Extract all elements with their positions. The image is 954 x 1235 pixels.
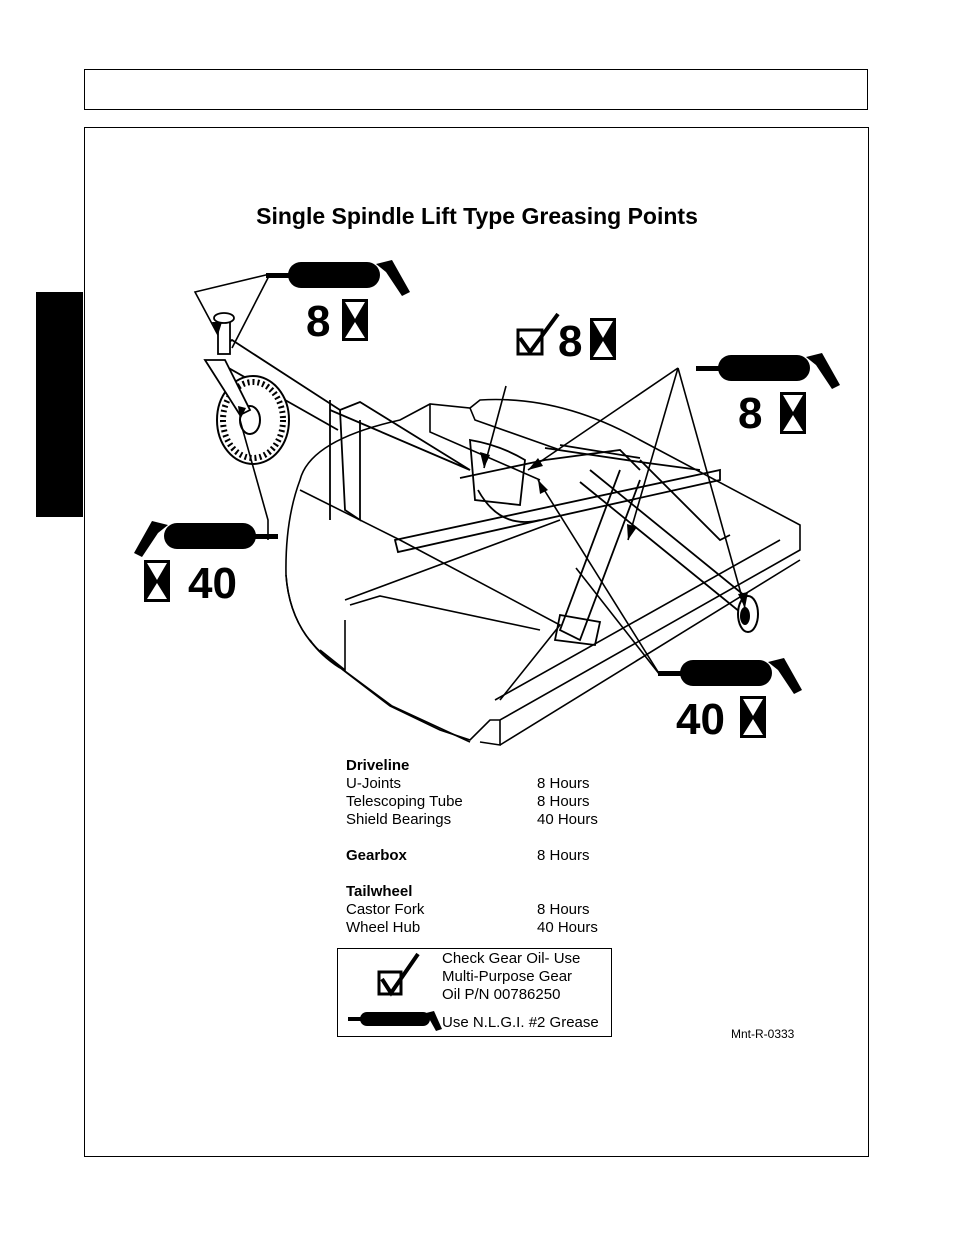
legend-box	[337, 948, 612, 1037]
legend-grease-text: Use N.L.G.I. #2 Grease	[442, 1014, 599, 1031]
lift-frame	[218, 340, 750, 645]
schedule-row	[346, 901, 646, 919]
item-label: Castor Fork	[346, 901, 425, 918]
gearbox-check-icon	[518, 314, 558, 354]
schedule-row	[346, 775, 646, 793]
section-tab	[36, 292, 83, 517]
legend-check-icon	[379, 954, 418, 994]
legend-icons	[338, 949, 448, 1038]
schedule-row	[346, 811, 646, 829]
driveline-hourglass-icon	[780, 392, 806, 434]
item-value: 8 Hours	[537, 901, 590, 918]
item-value: 40 Hours	[537, 919, 598, 936]
item-value: 40 Hours	[537, 811, 598, 828]
schedule-row	[346, 793, 646, 811]
item-value: 8 Hours	[537, 793, 590, 810]
group-label: Driveline	[346, 757, 410, 774]
shield-hourglass-icon	[144, 560, 170, 602]
shield-grease-gun-icon	[134, 521, 278, 557]
legend-check-line-1: Check Gear Oil- Use	[442, 950, 581, 967]
schedule-group-driveline	[346, 757, 646, 775]
driveline-hours-label: 8	[738, 389, 763, 438]
hub-hours-label: 40	[676, 695, 725, 744]
greasing-schedule	[346, 757, 646, 937]
gearbox-hours-label: 8	[558, 317, 583, 366]
schedule-row	[346, 919, 646, 937]
hub-grease-gun-icon	[658, 658, 802, 694]
schedule-group-gearbox	[346, 847, 646, 865]
page-header-box	[84, 69, 868, 110]
item-label: Telescoping Tube	[346, 793, 463, 810]
group-value	[537, 883, 646, 901]
item-label: Shield Bearings	[346, 811, 452, 828]
mower-diagram	[84, 240, 854, 760]
gearbox-hourglass-icon	[590, 318, 616, 360]
legend-grease-gun-icon	[348, 1011, 442, 1031]
group-value: 8 Hours	[537, 847, 590, 864]
figure-code: Mnt-R-0333	[731, 1027, 795, 1041]
schedule-group-tailwheel	[346, 883, 646, 901]
castor-hourglass-icon	[342, 299, 368, 341]
rear-wheel	[738, 596, 758, 632]
group-label: Gearbox	[346, 847, 407, 864]
mower-deck	[286, 400, 800, 746]
group-value	[537, 757, 646, 775]
group-label: Tailwheel	[346, 883, 413, 900]
legend-check-text	[442, 950, 580, 1004]
legend-check-line-3: Oil P/N 00786250	[442, 986, 561, 1003]
castor-wheel	[205, 313, 289, 464]
shield-hours-label: 40	[188, 559, 237, 608]
driveline-grease-gun-icon	[696, 353, 840, 389]
item-value: 8 Hours	[537, 775, 590, 792]
legend-check-line-2: Multi-Purpose Gear	[442, 968, 573, 985]
castor-hours-label: 8	[306, 297, 331, 346]
hub-hourglass-icon	[740, 696, 766, 738]
item-label: U-Joints	[346, 775, 402, 792]
item-label: Wheel Hub	[346, 919, 421, 936]
castor-grease-gun-icon	[266, 260, 410, 296]
figure-title: Single Spindle Lift Type Greasing Points	[256, 203, 698, 229]
